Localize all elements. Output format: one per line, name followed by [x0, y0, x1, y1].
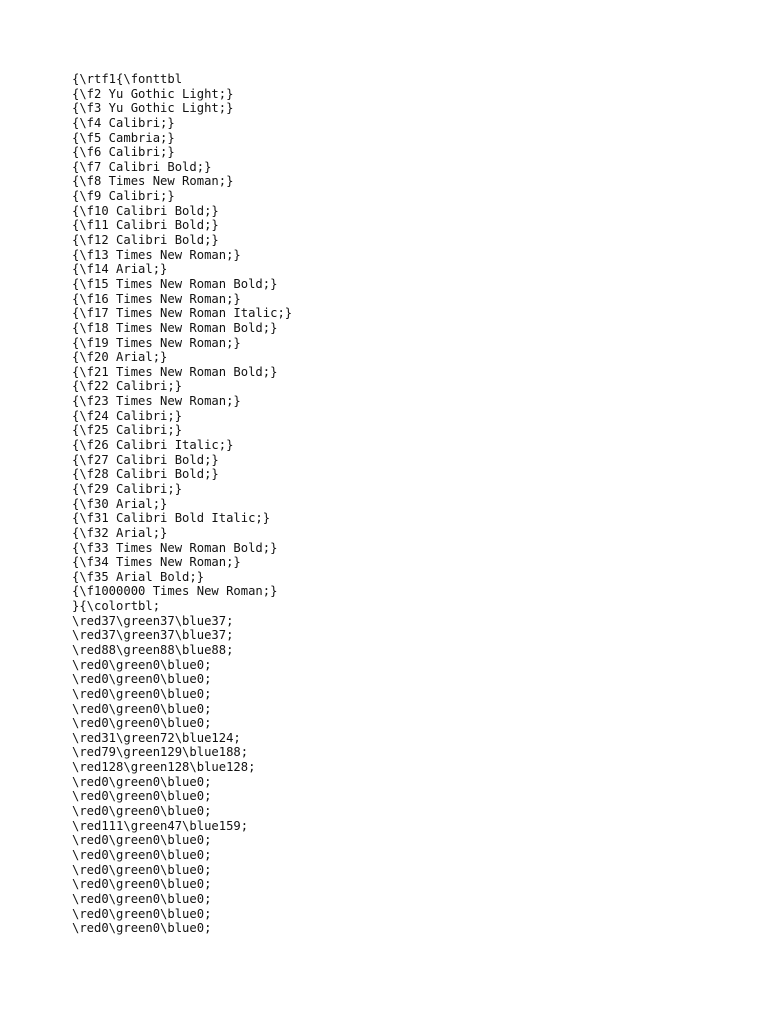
- document-line: \red0\green0\blue0;: [72, 833, 212, 848]
- document-line: {\f22 Calibri;}: [72, 379, 183, 394]
- document-line: {\rtf1{\fonttbl: [72, 72, 183, 86]
- document-line: {\f10 Calibri Bold;}: [72, 203, 219, 218]
- document-line: \red0\green0\blue0;: [72, 847, 212, 862]
- document-line: {\f12 Calibri Bold;}: [72, 233, 219, 248]
- document-line: \red128\green128\blue128;: [72, 760, 256, 775]
- document-line: \red0\green0\blue0;: [72, 877, 212, 892]
- document-line: {\f26 Calibri Italic;}: [72, 438, 234, 453]
- document-line: \red0\green0\blue0;: [72, 716, 212, 731]
- document-line: {\f15 Times New Roman Bold;}: [72, 276, 278, 291]
- document-line: \red0\green0\blue0;: [72, 862, 212, 877]
- document-line: \red0\green0\blue0;: [72, 906, 212, 921]
- document-line: \red0\green0\blue0;: [72, 921, 212, 936]
- document-line: \red0\green0\blue0;: [72, 891, 212, 906]
- document-line: \red79\green129\blue188;: [72, 745, 249, 760]
- document-line: {\f7 Calibri Bold;}: [72, 159, 212, 174]
- document-line: \red0\green0\blue0;: [72, 774, 212, 789]
- document-line: {\f14 Arial;}: [72, 262, 168, 277]
- document-line: {\f6 Calibri;}: [72, 145, 175, 160]
- document-line: {\f21 Times New Roman Bold;}: [72, 364, 278, 379]
- document-line: {\f11 Calibri Bold;}: [72, 218, 219, 233]
- document-line: {\f13 Times New Roman;}: [72, 247, 241, 262]
- document-line: {\f34 Times New Roman;}: [72, 555, 241, 570]
- document-line: }{\colortbl;: [72, 599, 161, 614]
- document-line: {\f33 Times New Roman Bold;}: [72, 540, 278, 555]
- document-line: {\f29 Calibri;}: [72, 481, 183, 496]
- document-line: {\f19 Times New Roman;}: [72, 335, 241, 350]
- document-line: {\f24 Calibri;}: [72, 408, 183, 423]
- document-line: \red0\green0\blue0;: [72, 672, 212, 687]
- document-line: \red88\green88\blue88;: [72, 642, 234, 657]
- document-line: {\f4 Calibri;}: [72, 115, 175, 130]
- document-line: {\f31 Calibri Bold Italic;}: [72, 511, 271, 526]
- document-line: {\f30 Arial;}: [72, 496, 168, 511]
- document-line: {\f2 Yu Gothic Light;}: [72, 86, 234, 101]
- document-line: {\f1000000 Times New Roman;}: [72, 584, 278, 599]
- document-line: {\f27 Calibri Bold;}: [72, 452, 219, 467]
- document-line: \red31\green72\blue124;: [72, 730, 241, 745]
- document-line: {\f17 Times New Roman Italic;}: [72, 306, 293, 321]
- document-line: \red37\green37\blue37;: [72, 628, 234, 643]
- document-line: \red0\green0\blue0;: [72, 804, 212, 819]
- document-line: {\f23 Times New Roman;}: [72, 394, 241, 409]
- document-body: [72, 72, 752, 936]
- document-line: {\f32 Arial;}: [72, 525, 168, 540]
- document-line: {\f35 Arial Bold;}: [72, 569, 205, 584]
- document-line: \red0\green0\blue0;: [72, 701, 212, 716]
- document-line: {\f3 Yu Gothic Light;}: [72, 101, 234, 116]
- document-line: {\f8 Times New Roman;}: [72, 174, 234, 189]
- document-line: {\f9 Calibri;}: [72, 189, 175, 204]
- document-line: {\f16 Times New Roman;}: [72, 291, 241, 306]
- document-line: \red0\green0\blue0;: [72, 789, 212, 804]
- document-line: \red0\green0\blue0;: [72, 657, 212, 672]
- document-line: {\f25 Calibri;}: [72, 423, 183, 438]
- document-line: {\f20 Arial;}: [72, 350, 168, 365]
- document-line: {\f28 Calibri Bold;}: [72, 467, 219, 482]
- document-line: {\f5 Cambria;}: [72, 130, 175, 145]
- document-line: \red37\green37\blue37;: [72, 613, 234, 628]
- document-line: \red111\green47\blue159;: [72, 818, 249, 833]
- document-line: \red0\green0\blue0;: [72, 686, 212, 701]
- document-line: {\f18 Times New Roman Bold;}: [72, 320, 278, 335]
